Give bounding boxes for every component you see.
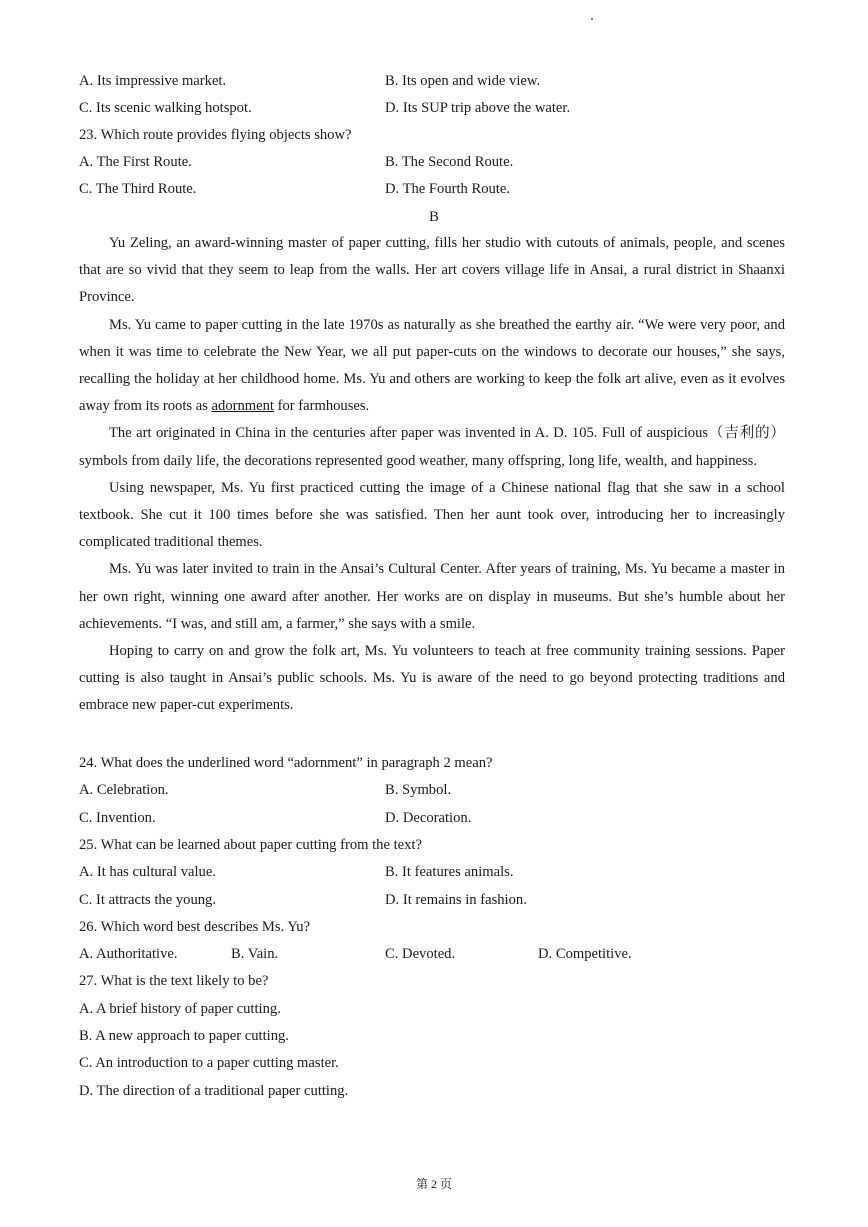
q23-option-b: B. The Second Route. <box>385 154 514 170</box>
q27-option-b: B. A new approach to paper cutting. <box>79 1028 289 1044</box>
q25-stem: 25. What can be learned about paper cutting from the text? <box>79 837 422 853</box>
q22-option-b: B. Its open and wide view. <box>385 73 541 89</box>
q26-option-d: D. Competitive. <box>538 946 632 962</box>
q23-option-a: A. The First Route. <box>79 154 192 170</box>
reading-passage <box>79 230 785 720</box>
passage-paragraph-4: Using newspaper, Ms. Yu first practiced cutting the image of a Chinese national flag that she saw in a school textbook. She cut it 100 times before she was satisfied. Then her aunt took over, introducing her to increasingly complicated traditional themes. <box>79 479 785 551</box>
passage-paragraph-1: Yu Zeling, an award-winning master of paper cutting, fills her studio with cutouts of animals, people, and scenes that are so vivid that they seem to leap from the walls. Her art covers village life in Ansai, a rural district in Shaanxi Province. <box>79 235 785 306</box>
q22-option-c: C. Its scenic walking hotspot. <box>79 100 252 116</box>
q24-option-a: A. Celebration. <box>79 782 169 798</box>
q25-option-c: C. It attracts the young. <box>79 892 216 908</box>
q23-stem: 23. Which route provides flying objects show? <box>79 127 352 143</box>
scan-speck <box>591 18 593 20</box>
q25-option-b: B. It features animals. <box>385 864 514 880</box>
passage-paragraph-2-end: for farmhouses. <box>273 398 370 415</box>
q22-option-d: D. Its SUP trip above the water. <box>385 100 571 116</box>
q27-stem: 27. What is the text likely to be? <box>79 973 269 989</box>
q25-option-d: D. It remains in fashion. <box>385 892 527 908</box>
q27-option-a: A. A brief history of paper cutting. <box>79 1001 281 1017</box>
passage-paragraph-6: Hoping to carry on and grow the folk art, Ms. Yu volunteers to teach at free community training sessions. Paper cutting is also taught in Ansai’s public schools. Ms. Yu is aware of the need to go beyond protecting traditions and embrace new paper-cut experiments. <box>79 643 785 714</box>
passage-paragraph-2 <box>79 312 785 421</box>
q27-option-c: C. An introduction to a paper cutting master. <box>79 1055 339 1071</box>
passage-paragraph-3: The art originated in China in the centuries after paper was invented in A. D. 105. Full of auspicious（吉利的）symbols from daily life, the decorations represented good weather, many offspring, long life, wealth, and happiness. <box>79 425 785 469</box>
page-number: 第 2 页 <box>415 1177 452 1191</box>
passage-paragraph-2-text: Ms. Yu came to paper cutting in the late 1970s as naturally as she breathed the earthy air. “We were very poor, and when it was time to celebrate the New Year, we all put paper-cuts on the windows to decorate our houses,” she says, recalling the holiday at her childhood home. Ms. Yu and others are working to keep the folk art alive, even as it evolves away from its roots as <box>79 316 785 415</box>
underlined-word: adornment <box>211 398 274 415</box>
q26-option-c: C. Devoted. <box>385 946 456 962</box>
passage-paragraph-5: Ms. Yu was later invited to train in the Ansai’s Cultural Center. After years of training, Ms. Yu became a master in her own right, winning one award after another. Her works are on display in museums. But she’s humble about her achievements. “I was, and still am, a farmer,” she says with a smile. <box>79 561 785 632</box>
q26-option-b: B. Vain. <box>231 946 279 962</box>
q24-option-c: C. Invention. <box>79 810 156 826</box>
q26-stem: 26. Which word best describes Ms. Yu? <box>79 919 311 935</box>
q26-option-a: A. Authoritative. <box>79 946 178 962</box>
q24-option-d: D. Decoration. <box>385 810 472 826</box>
q22-option-a: A. Its impressive market. <box>79 73 227 89</box>
section-label: B <box>429 209 439 225</box>
q23-option-d: D. The Fourth Route. <box>385 181 510 197</box>
q25-option-a: A. It has cultural value. <box>79 864 216 880</box>
q24-option-b: B. Symbol. <box>385 782 452 798</box>
q27-option-d: D. The direction of a traditional paper cutting. <box>79 1083 349 1099</box>
q24-stem: 24. What does the underlined word “adornment” in paragraph 2 mean? <box>79 755 493 771</box>
q23-option-c: C. The Third Route. <box>79 181 197 197</box>
